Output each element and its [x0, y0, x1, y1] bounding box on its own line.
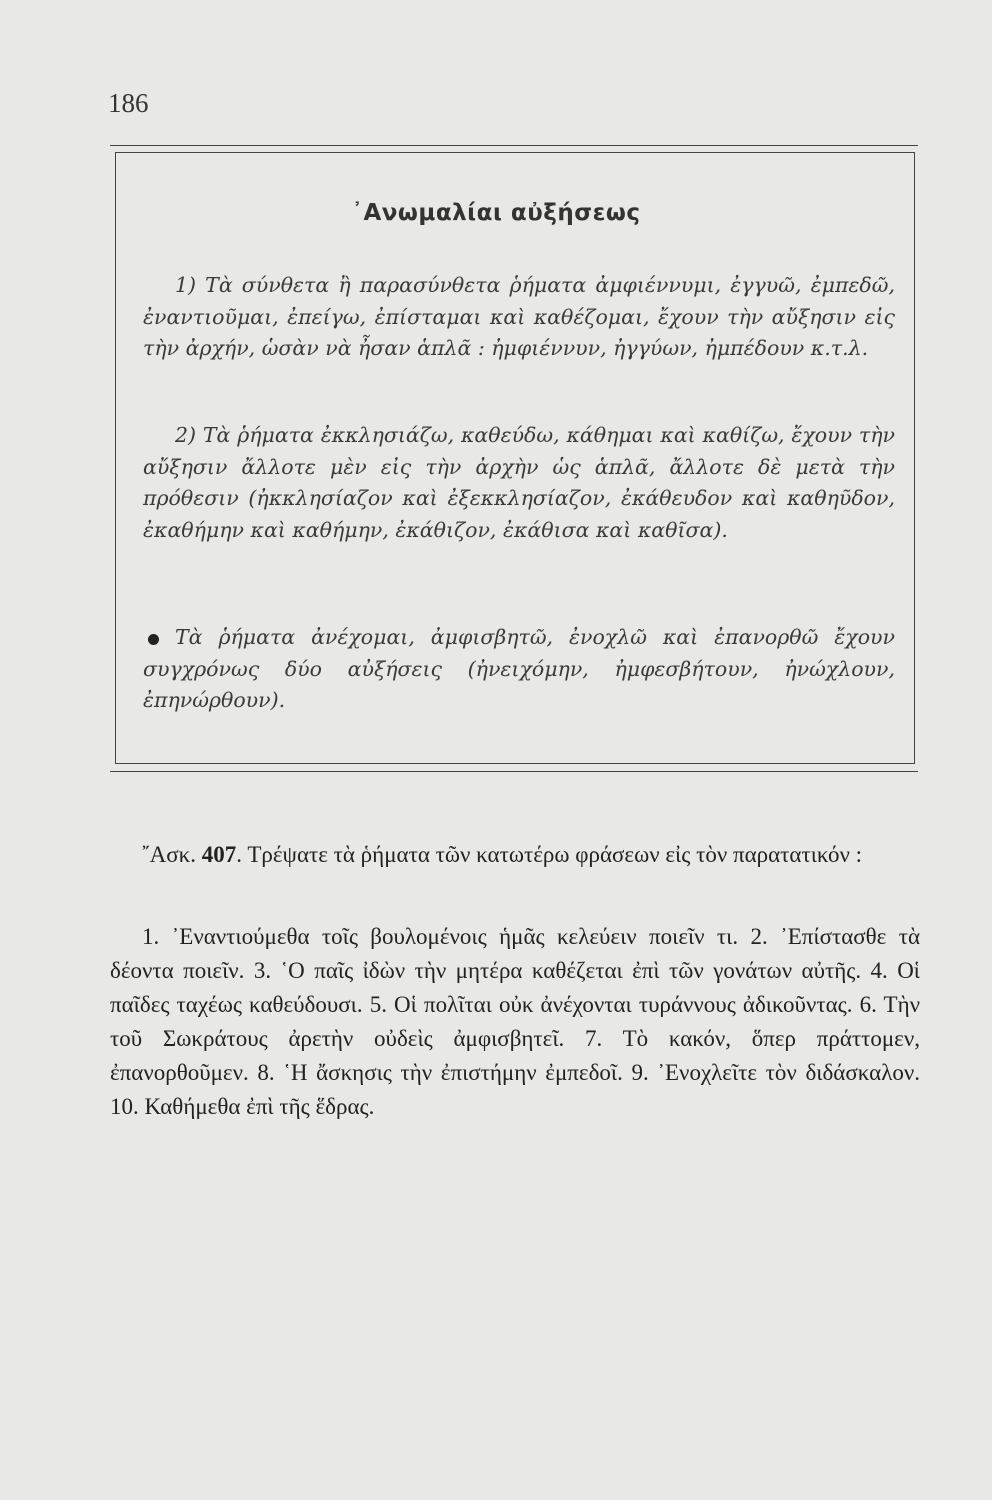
exercise-instruction: Τρέψατε τὰ ῥήματα τῶν κατωτέρω φράσεων εἰς τὸν παρατατικόν : [247, 842, 863, 867]
exercise-label: ῎Ασκ. [142, 842, 197, 867]
box-title: ᾿Ανωμαλίαι αὐξήσεως [351, 200, 641, 226]
exercise-number: 407 [201, 842, 237, 867]
exercise-sentences: 1. ᾿Εναντιούμεθα τοῖς βουλομένοις ἡμᾶς κελεύειν ποιεῖν τι. 2. ᾿Επίστασθε τὰ δέοντα ποιεῖν. 3. ῾Ο παῖς ἰδὼν τὴν μητέρα καθέζεται ἐπὶ τῶν γονάτων αὐτῆς. 4. Οἱ παῖδες ταχέως καθεύδουσι. 5. Οἱ πολῖται οὐκ ἀνέχονται τυράννους ἀδικοῦντας. 6. Τὴν τοῦ Σωκράτους ἀρετὴν οὐδεὶς ἀμφισβητεῖ. 7. Τὸ κακόν, ὅπερ πράττομεν, ἐπανορθοῦμεν. 8. ῾Η ἄσκησις τὴν ἐπιστήμην ἐμπεδοῖ. 9. ᾿Ενοχλεῖτε τὸν διδάσκαλον. 10. Καθήμεθα ἐπὶ τῆς ἕδρας. [110, 924, 920, 1119]
rule-paragraph-2: 2) Τὰ ῥήματα ἐκκλησιάζω, καθεύδω, κάθημαι καὶ καθίζω, ἔχουν τὴν αὔξησιν ἄλλοτε μὲν εἰς τὴν ἀρχὴν ὡς ἁπλᾶ, ἄλλοτε δὲ μετὰ τὴν πρόθεσιν (ἠκκλησίαζον καὶ ἐξεκκλησίαζον, ἐκάθευδον καὶ καθηῦδον, ἐκαθήμην καὶ καθήμην, ἐκάθιζον, ἐκάθισα καὶ καθῖσα). [143, 423, 895, 542]
exercise-heading: ῎Ασκ. 407. Τρέψατε τὰ ῥήματα τῶν κατωτέρω φράσεων εἰς τὸν παρατατικόν : [142, 842, 863, 867]
page-number: 186 [108, 88, 149, 118]
rule-paragraph-3: Τὰ ῥήματα ἀνέχομαι, ἀμφισβητῶ, ἐνοχλῶ καὶ ἐπανορθῶ ἔχουν συγχρόνως δύο αὐξήσεις (ἠνειχόμην, ἠμφεσβήτουν, ἠνώχλουν, ἐπηνώρθουν). [143, 625, 895, 712]
rule-paragraph-1: 1) Τὰ σύνθετα ἢ παρασύνθετα ῥήματα ἀμφιέννυμι, ἐγγυῶ, ἐμπεδῶ, ἐναντιοῦμαι, ἐπείγω, ἐπίσταμαι καὶ καθέζομαι, ἔχουν τὴν αὔξησιν εἰς τὴν ἀρχήν, ὡσὰν νὰ ἦσαν ἁπλᾶ : ἠμφιέννυν, ἠγγύων, ἠμπέδουν κ.τ.λ. [143, 273, 895, 360]
